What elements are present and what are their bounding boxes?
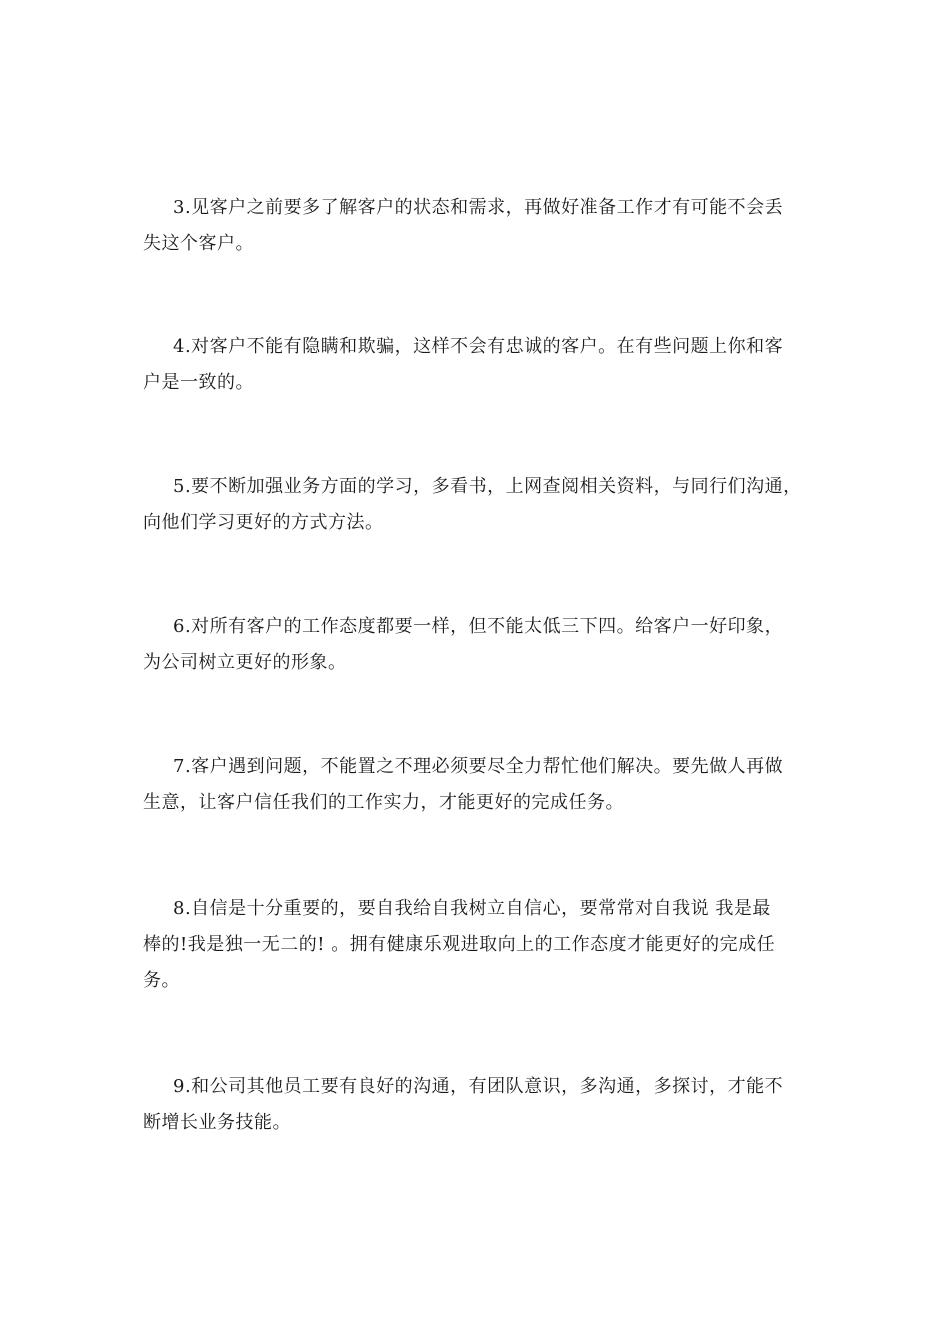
paragraph-line: 失这个客户。 — [143, 233, 254, 254]
list-item — [143, 469, 813, 541]
list-item — [143, 749, 813, 821]
paragraph-line: 务。 — [143, 970, 180, 991]
paragraph-line: 户是一致的。 — [143, 372, 254, 393]
paragraph-line: 3.见客户之前要多了解客户的状态和需求，再做好准备工作才有可能不会丢 — [173, 197, 784, 218]
paragraph-line: 9.和公司其他员工要有良好的沟通，有团队意识，多沟通，多探讨，才能不 — [173, 1076, 784, 1097]
list-item — [143, 609, 813, 681]
paragraph-line: 5.要不断加强业务方面的学习，多看书，上网查阅相关资料，与同行们沟通， — [173, 476, 802, 497]
list-item — [143, 329, 813, 401]
paragraph-line: 断增长业务技能。 — [143, 1112, 291, 1133]
list-item — [143, 190, 813, 262]
paragraph-line: 棒的!我是独一无二的! 。拥有健康乐观进取向上的工作态度才能更好的完成任 — [143, 934, 776, 955]
list-item — [143, 1069, 813, 1141]
paragraph-line: 8.自信是十分重要的，要自我给自我树立自信心，要常常对自我说 我是最 — [173, 898, 771, 919]
paragraph-line: 4.对客户不能有隐瞒和欺骗，这样不会有忠诚的客户。在有些问题上你和客 — [173, 336, 784, 357]
paragraph-line: 6.对所有客户的工作态度都要一样，但不能太低三下四。给客户一好印象， — [173, 616, 784, 637]
paragraph-line: 7.客户遇到问题，不能置之不理必须要尽全力帮忙他们解决。要先做人再做 — [173, 756, 784, 777]
paragraph-line: 生意，让客户信任我们的工作实力，才能更好的完成任务。 — [143, 792, 624, 813]
paragraph-line: 向他们学习更好的方式方法。 — [143, 512, 384, 533]
list-item — [143, 891, 813, 999]
paragraph-line: 为公司树立更好的形象。 — [143, 652, 347, 673]
